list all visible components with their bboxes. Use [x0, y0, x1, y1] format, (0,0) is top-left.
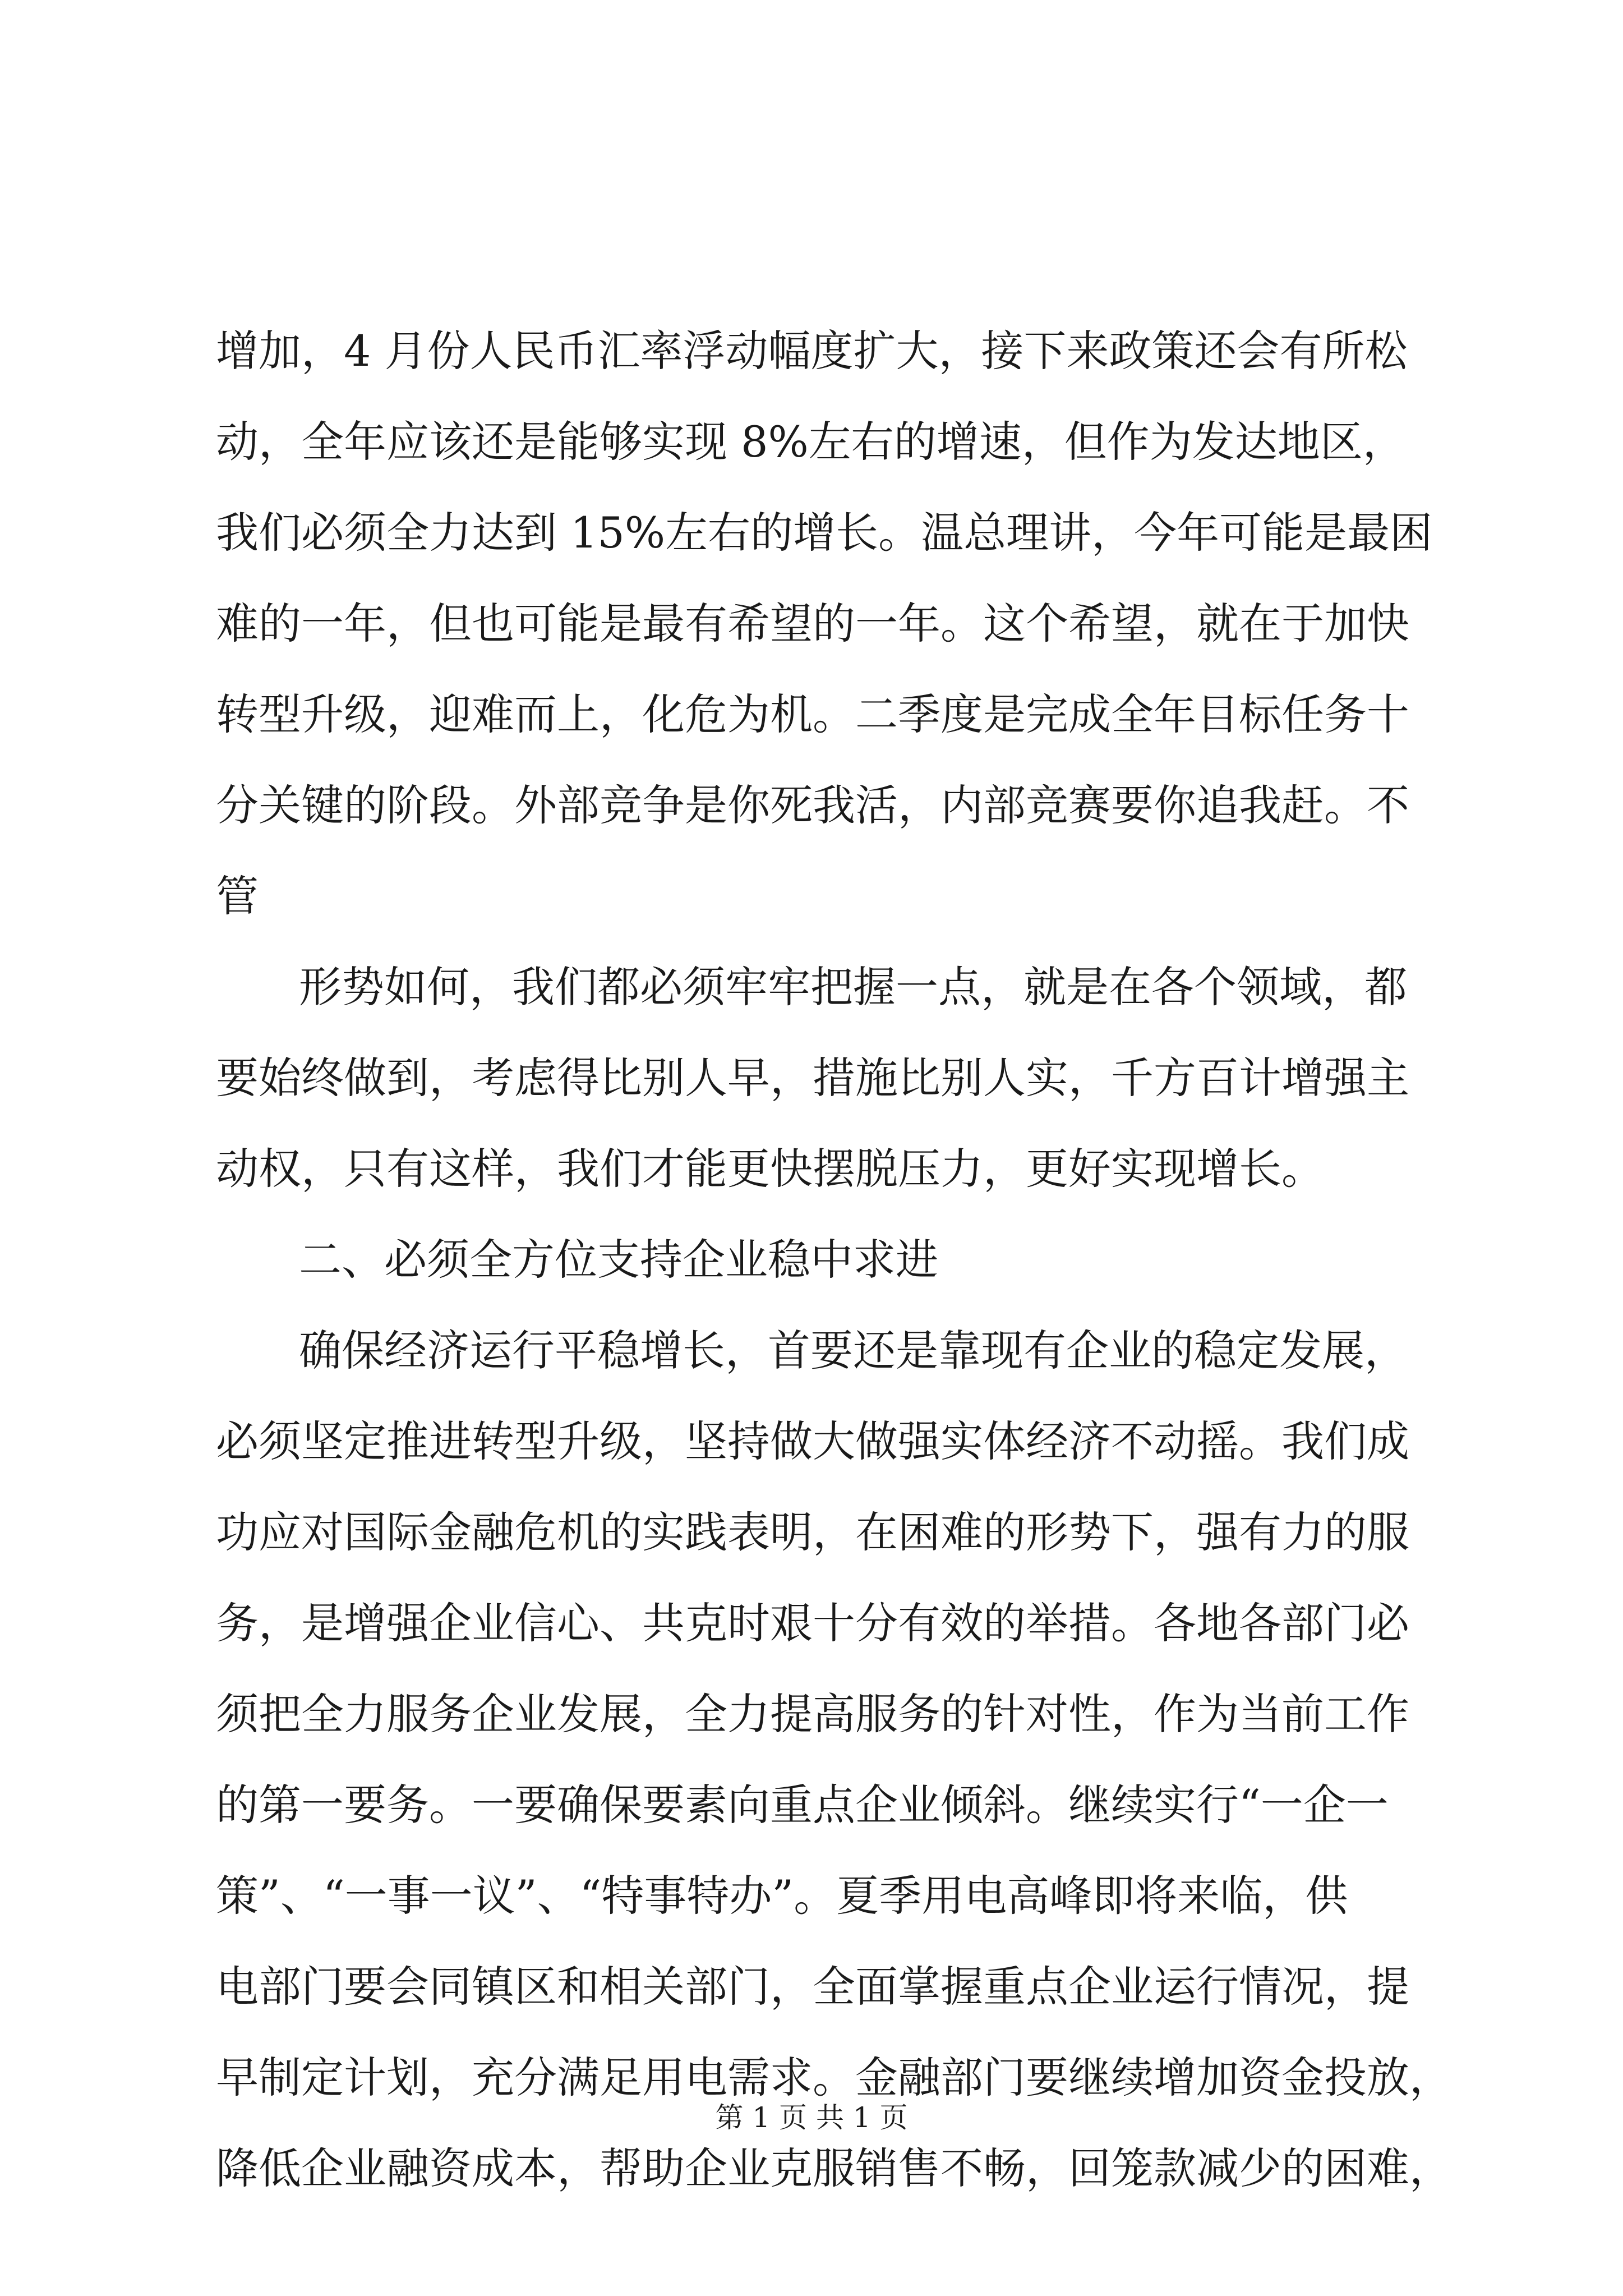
text-line: 管	[216, 871, 259, 921]
text-line: 动，全年应该还是能够实现 8%左右的增速，但作为发达地区，	[216, 417, 1405, 467]
text-line: 务，是增强企业信心、共克时艰十分有效的举措。各地各部门必	[216, 1598, 1409, 1648]
text-line: 策”、“一事一议”、“特事特办”。夏季用电高峰即将来临，供	[216, 1871, 1348, 1921]
section-heading: 二、必须全方位支持企业稳中求进	[299, 1235, 938, 1285]
text-line: 电部门要会同镇区和相关部门，全面掌握重点企业运行情况，提	[216, 1962, 1409, 2012]
page-number: 第 1 页 共 1 页	[715, 2101, 908, 2134]
text-line: 要始终做到，考虑得比别人早，措施比别人实，千方百计增强主	[216, 1053, 1409, 1103]
text-line: 分关键的阶段。外部竞争是你死我活，内部竞赛要你追我赶。不	[216, 780, 1409, 830]
page-footer	[0, 2101, 1623, 2134]
text-line: 动权，只有这样，我们才能更快摆脱压力，更好实现增长。	[216, 1144, 1324, 1194]
text-line: 降低企业融资成本，帮助企业克服销售不畅，回笼款减少的困难，	[216, 2143, 1452, 2193]
paragraph-start-line: 形势如何，我们都必须牢牢把握一点，就是在各个领域，都	[299, 962, 1407, 1012]
paragraph-start-line: 确保经济运行平稳增长，首要还是靠现有企业的稳定发展，	[299, 1326, 1407, 1375]
text-line: 功应对国际金融危机的实践表明，在困难的形势下，强有力的服	[216, 1507, 1409, 1557]
text-line: 须把全力服务企业发展，全力提高服务的针对性，作为当前工作	[216, 1689, 1409, 1739]
text-line: 我们必须全力达到 15%左右的增长。温总理讲，今年可能是最困	[216, 508, 1433, 558]
text-line: 增加，4 月份人民币汇率浮动幅度扩大，接下来政策还会有所松	[216, 326, 1408, 376]
text-line: 的第一要务。一要确保要素向重点企业倾斜。继续实行“一企一	[216, 1780, 1389, 1830]
text-line: 早制定计划，充分满足用电需求。金融部门要继续增加资金投放，	[216, 2053, 1452, 2102]
document-body	[216, 306, 1452, 2214]
text-line: 转型升级，迎难而上，化危为机。二季度是完成全年目标任务十	[216, 689, 1409, 739]
text-line: 必须坚定推进转型升级，坚持做大做强实体经济不动摇。我们成	[216, 1416, 1409, 1466]
text-line: 难的一年，但也可能是最有希望的一年。这个希望，就在于加快	[216, 599, 1409, 648]
